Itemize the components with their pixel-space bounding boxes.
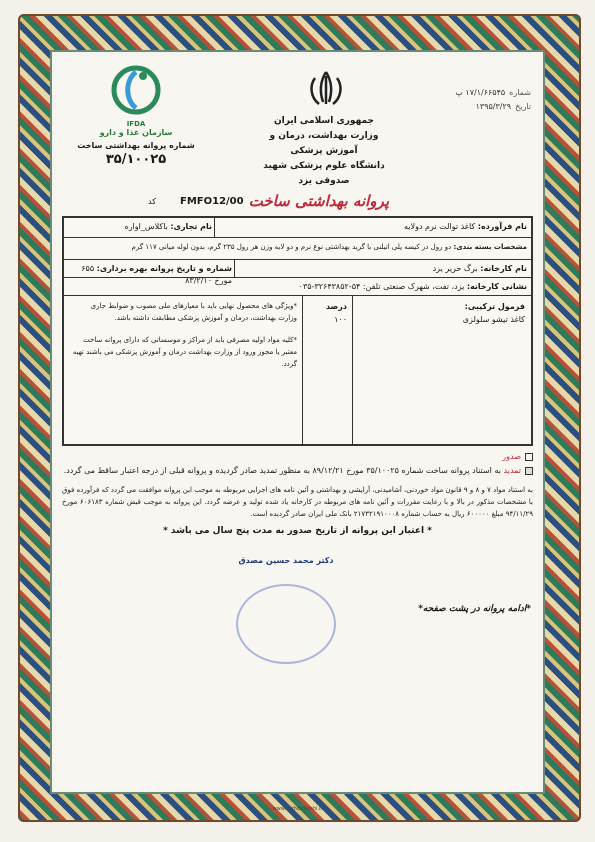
renew-checkbox[interactable] [525, 467, 533, 475]
signature: دکتر محمد حسین مصدق [238, 556, 334, 565]
code-label: کد [148, 197, 157, 206]
header [56, 64, 539, 224]
note-2: *کلیه مواد اولیه مصرفی باید از مراکز و موسساتی که دارای پروانه ساخت معتبر یا مجوز ورود از وزارت بهداشت درمان و آموزش پزشکی می باشند تهیه گردد. [72, 336, 297, 368]
percent-label: درصد [325, 302, 347, 311]
ingredient-percent: ۱۰۰ [334, 315, 347, 324]
license-label: شماره و تاریخ پروانه بهره برداری: [96, 264, 232, 273]
cert-number-label: شماره پروانه بهداشتی ساخت [77, 141, 195, 150]
title-row [56, 192, 539, 216]
certificate-page [56, 56, 539, 788]
product-table [62, 216, 533, 446]
footer: www.tazhibchoshi.ir [272, 806, 323, 812]
gov-heading [259, 114, 389, 189]
address-row [64, 278, 531, 296]
factory-label: نام کارخانه: [480, 264, 527, 273]
address-label: نشانی کارخانه: [466, 282, 527, 291]
issue-checkbox[interactable] [525, 453, 533, 461]
brand-value: باکلاس_اواره [124, 222, 168, 231]
pack-value: دو رول در کیسه پلی اتیلنی با گرید بهداشتی نوع نرم و دو لایه وزن هر رول ۲۳۵ گرم، بدون لوله میانی ۱۱۷ گرم [131, 243, 452, 251]
page-title: پروانه بهداشتی ساخت [248, 192, 389, 210]
continue-note: *ادامه پروانه در پشت صفحه* [418, 604, 531, 614]
note-1: *ویژگی های محصول نهایی باید با معیارهای ملی مصوب و ضوابط جاری وزارت بهداشت، درمان و آموزش پزشکی مطابقت داشته باشد. [90, 302, 297, 322]
formula-label: فرمول ترکیبی: [464, 302, 525, 311]
gov-line-1: جمهوری اسلامی ایران [273, 116, 375, 126]
product-row [64, 218, 531, 238]
gov-line-2: وزارت بهداشت، درمان و آموزش پزشکی [269, 131, 379, 156]
license-value: ۶۵۵ مورخ ۸۳/۲/۱۰ [81, 264, 232, 285]
issue-type-section [62, 450, 533, 478]
date-value: ۱۳۹۵/۳/۲۹ [475, 102, 512, 111]
packaging-row [64, 238, 531, 260]
formula-section [64, 296, 531, 444]
cert-number: ۳۵/۱۰۰۲۵ [105, 152, 167, 167]
iran-emblem-icon [303, 68, 349, 108]
number-label: شماره [509, 88, 531, 97]
brand-label: نام تجاری: [170, 222, 212, 231]
factory-row [64, 260, 531, 285]
official-stamp-icon [236, 584, 336, 664]
renew-label: تمدید [503, 466, 521, 475]
ifda-logo [76, 64, 196, 167]
form-code: FMFO12/00 [180, 196, 244, 207]
renew-text: به استناد پروانه ساخت شماره ۳۵/۱۰۰۲۵ مورخ ۸۹/۱۲/۲۱ به منظور تمدید صادر گردیده و پروانه قبلی از درجه اعتبار ساقط می گردد. [63, 466, 501, 475]
legal-paragraph: به استناد مواد ۷ و ۸ و ۹ قانون مواد خوردنی، آشامیدنی، آرایشی و بهداشتی و آئین نامه های اجرایی مربوطه به موجب این پروانه موافقت می گردد که فرآورده فوق با مشخصات مذکور در بالا و با رعایت مقررات و آئین نامه های مربوطه در کارخانه یاد شده تولید و عرضه گردد. این پروانه به موجب قبض شماره ۶۰۶۱۸۳ مورخ ۹۴/۱۱/۲۹ مبلغ ۶۰۰۰۰۰ ریال به حساب شماره ۲۱۷۳۲۱۹۱۰۰۰۸ بانک ملی ایران صادر گردیده است. [62, 486, 533, 518]
address-value: یزد، تفت، شهرک صنعتی تلفن: ۵۴-۳۲۶۴۳۸۵۲-۰۳۵ [298, 282, 465, 291]
ifda-logo-icon [105, 64, 167, 116]
factory-value: برگ حریر یزد [432, 264, 478, 273]
validity-note: * اعتبار این پروانه از تاریخ صدور به مدت پنج سال می باشد * [163, 526, 432, 536]
pack-label: مشخصات بسته بندی: [453, 243, 527, 251]
ingredient-name: کاغذ تیشو سلولزی [462, 315, 525, 324]
ifda-org-name: سازمان غذا و دارو [99, 128, 173, 137]
product-label: نام فرآورده: [477, 222, 527, 231]
issue-label: صدور [502, 452, 521, 461]
gov-line-3: دانشگاه علوم پزشکی شهید صدوقی یزد [263, 161, 385, 186]
document-meta [431, 86, 531, 114]
date-label: تاریخ [515, 102, 531, 111]
product-value: کاغذ توالت نرم دولایه [404, 222, 476, 231]
number-value: ۱۷/۱/۶۶۵۴۵ پ [455, 88, 506, 97]
ifda-abbr: IFDA [126, 120, 146, 128]
